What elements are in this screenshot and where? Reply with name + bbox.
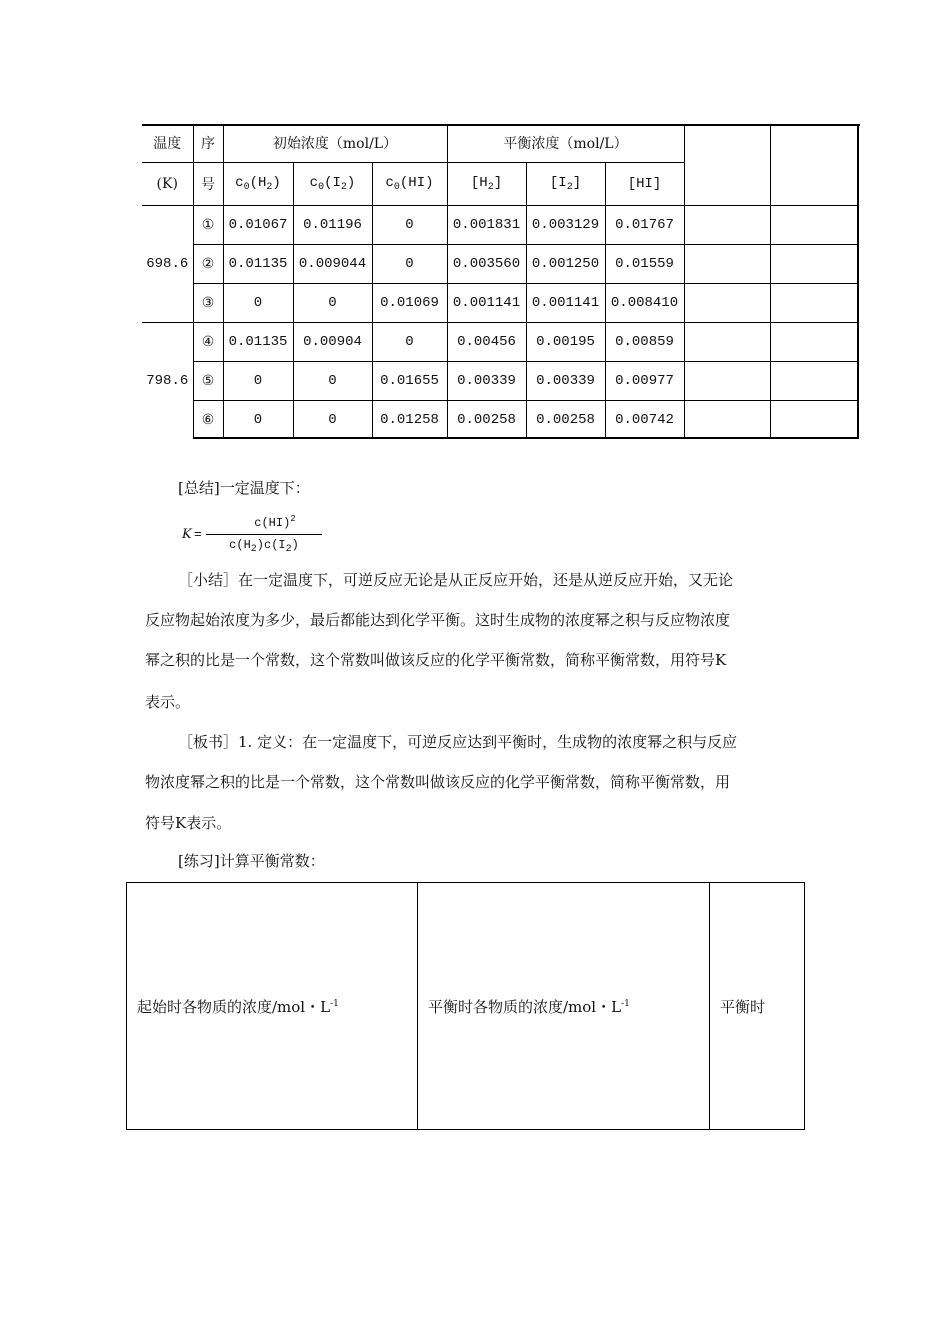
blank-cell	[684, 245, 770, 284]
eq-h2-header: $[H_2]$	[447, 163, 526, 206]
temp-header: 温度	[142, 124, 193, 163]
table-cell: 0	[372, 245, 447, 284]
blank-cell	[770, 284, 857, 323]
eq-i2-header: $[I_2]$	[526, 163, 605, 206]
equilibrium-data-table	[142, 124, 857, 439]
xiaojie-line: ［小结］在一定温度下，可逆反应无论是从正反应开始，还是从逆反应开始，又无论	[178, 571, 734, 589]
table-cell: 0	[293, 401, 372, 440]
practice-col-equilibrium-2: 平衡时	[710, 883, 805, 1130]
seq-cell: ④	[193, 323, 223, 362]
table-cell: 0.008410	[605, 284, 684, 323]
formula-equals: =	[194, 527, 202, 542]
table-cell: 0.001831	[447, 206, 526, 245]
blank-cell	[770, 206, 857, 245]
eq-hi-header: [HI]	[605, 163, 684, 206]
table-cell: 0.01559	[605, 245, 684, 284]
table-cell: 0	[293, 362, 372, 401]
temperature-cell: 698.6	[142, 206, 193, 323]
table-right-border	[857, 124, 859, 439]
formula-denominator: $c(H_2)c(I_2)$	[229, 538, 299, 555]
temperature-cell: 798.6	[142, 323, 193, 440]
table-cell: 0.01196	[293, 206, 372, 245]
blank-cell	[684, 206, 770, 245]
blank-cell	[684, 362, 770, 401]
summary-heading: [总结]一定温度下：	[178, 479, 310, 497]
table-cell: 0.00859	[605, 323, 684, 362]
formula-numerator: c(HI)$^2$	[254, 514, 296, 530]
table-cell: 0.01067	[223, 206, 293, 245]
seq-header-2: 号	[193, 163, 223, 206]
table-cell: 0.00904	[293, 323, 372, 362]
table-cell: 0.01655	[372, 362, 447, 401]
table-cell: 0.01258	[372, 401, 447, 440]
table-cell: 0.01135	[223, 323, 293, 362]
seq-cell: ⑤	[193, 362, 223, 401]
table-cell: 0.003560	[447, 245, 526, 284]
table-cell: 0	[293, 284, 372, 323]
table-cell: 0.01069	[372, 284, 447, 323]
seq-header: 序	[193, 124, 223, 163]
seq-cell: ①	[193, 206, 223, 245]
table-cell: 0	[372, 206, 447, 245]
table-bottom-border	[193, 437, 859, 439]
blank-cell	[770, 362, 857, 401]
table-cell: 0.001141	[447, 284, 526, 323]
table-cell: 0	[372, 323, 447, 362]
fraction-bar	[206, 534, 322, 535]
table-cell: 0.00258	[447, 401, 526, 440]
table-cell: 0.00456	[447, 323, 526, 362]
table-cell: 0.009044	[293, 245, 372, 284]
blank-col-2	[770, 124, 857, 206]
blank-cell	[684, 284, 770, 323]
blank-cell	[770, 245, 857, 284]
table-cell: 0.001141	[526, 284, 605, 323]
table-cell: 0.00195	[526, 323, 605, 362]
xiaojie-line: 幂之积的比是一个常数，这个常数叫做该反应的化学平衡常数，简称平衡常数，用符号K	[145, 651, 727, 669]
table-top-border	[142, 124, 860, 126]
banshu-line: 物浓度幂之积的比是一个常数，这个常数叫做该反应的化学平衡常数，简称平衡常数，用	[145, 773, 731, 791]
table-cell: 0.01135	[223, 245, 293, 284]
blank-cell	[684, 323, 770, 362]
table-cell: 0.001250	[526, 245, 605, 284]
seq-cell: ②	[193, 245, 223, 284]
practice-table	[126, 882, 805, 1130]
equilibrium-concentration-header: 平衡浓度（mol/L）	[447, 124, 684, 163]
table-cell: 0.01767	[605, 206, 684, 245]
blank-cell	[684, 401, 770, 440]
c0-hi-header: $c_0(HI)$	[372, 163, 447, 206]
table-cell: 0.00977	[605, 362, 684, 401]
xiaojie-line: 表示。	[145, 693, 191, 711]
xiaojie-line: 反应物起始浓度为多少，最后都能达到化学平衡。这时生成物的浓度幂之积与反应物浓度	[145, 611, 731, 629]
c0-i2-header: $c_0(I_2)$	[293, 163, 372, 206]
temp-unit: (K)	[142, 163, 193, 206]
table-cell: 0.00339	[526, 362, 605, 401]
blank-col-1	[684, 124, 770, 206]
table-cell: 0.00742	[605, 401, 684, 440]
table-cell: 0.003129	[526, 206, 605, 245]
c0-h2-header: $c_0(H_2)$	[223, 163, 293, 206]
practice-col-equilibrium: 平衡时各物质的浓度/mol・$L^{-1}$	[418, 883, 710, 1130]
table-cell: 0.00258	[526, 401, 605, 440]
blank-cell	[770, 323, 857, 362]
table-cell: 0	[223, 362, 293, 401]
table-cell: 0.00339	[447, 362, 526, 401]
blank-cell	[770, 401, 857, 440]
practice-col-initial: 起始时各物质的浓度/mol・$L^{-1}$	[127, 883, 418, 1130]
banshu-line: ［板书］1. 定义：在一定温度下，可逆反应达到平衡时，生成物的浓度幂之积与反应	[178, 733, 738, 751]
seq-cell: ③	[193, 284, 223, 323]
initial-concentration-header: 初始浓度（mol/L）	[223, 124, 447, 163]
seq-cell: ⑥	[193, 401, 223, 440]
table-cell: 0	[223, 401, 293, 440]
formula-k: K	[182, 527, 192, 542]
banshu-line: 符号K表示。	[145, 814, 232, 832]
practice-heading: [练习]计算平衡常数：	[178, 852, 325, 870]
table-cell: 0	[223, 284, 293, 323]
